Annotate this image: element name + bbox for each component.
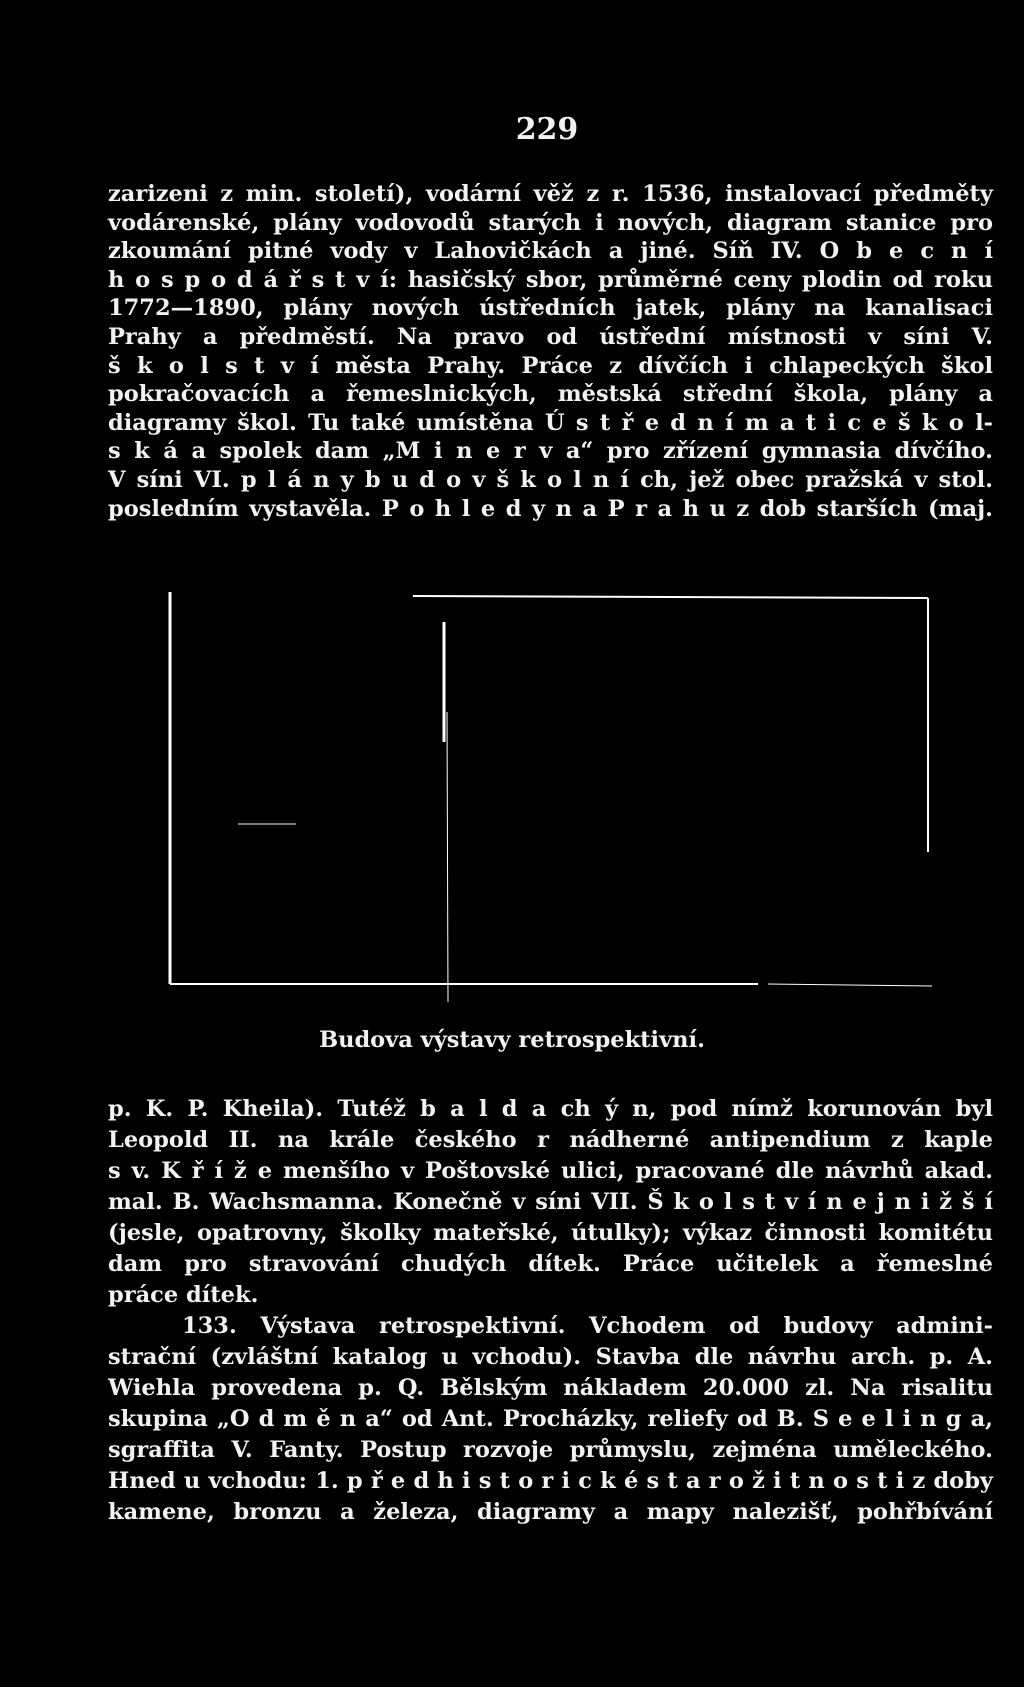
text-line: 1772—1890, plány nových ústředních jatek, plány na kanalisaci: [108, 295, 993, 322]
top-text-block: [108, 180, 993, 523]
building-illustration: [168, 592, 932, 1002]
bottom-text-block: [108, 1094, 993, 1528]
text-line: Prahy a předměstí. Na pravo od ústřední místnosti v síni V.: [108, 323, 993, 350]
text-line: kamene, bronzu a železa, diagramy a mapy nalezišť, pohřbívání: [108, 1499, 993, 1525]
text-line: zkoumání pitné vody v Lahovičkách a jiné. Síň IV. O b e c n í: [108, 238, 993, 265]
text-line: pokračovacích a řemeslnických, městská střední škola, plány a: [108, 381, 993, 408]
figure-caption: Budova výstavy retrospektivní.: [319, 1027, 705, 1053]
text-line: skupina „O d m ě n a“ od Ant. Procházky, reliefy od B. S e e l i n g a,: [108, 1406, 993, 1432]
text-line: zarizeni z min. století), vodární věž z r. 1536, instalovací předměty: [108, 181, 993, 207]
text-line: mal. B. Wachsmanna. Konečně v síni VII. Š k o l s t v í n e j n i ž š í: [108, 1189, 993, 1215]
text-line: p. K. P. Kheila). Tutéž b a l d a ch ý n, pod nímž korunován byl: [108, 1096, 993, 1122]
text-line: s k á a spolek dam „M i n e r v a“ pro zřízení gymnasia dívčího.: [108, 438, 993, 465]
text-line: Wiehla provedena p. Q. Bělským nákladem 20.000 zl. Na risalitu: [108, 1375, 993, 1401]
text-line: posledním vystavěla. P o h l e d y n a P r a h u z dob starších (maj.: [108, 495, 993, 522]
section-heading-line: 133. Výstava retrospektivní. Vchodem od budovy admini-: [182, 1313, 993, 1339]
text-line: strační (zvláštní katalog u vchodu). Stavba dle návrhu arch. p. A.: [108, 1344, 993, 1370]
text-line: Leopold II. na krále českého r nádherné antipendium z kaple: [108, 1127, 993, 1153]
text-line: h o s p o d á ř s t v í: hasičský sbor, průměrné ceny plodin od roku: [108, 266, 993, 293]
text-line: (jesle, opatrovny, školky mateřské, útulky); výkaz činnosti komitétu: [108, 1220, 993, 1246]
text-line: vodárenské, plány vodovodů starých i nových, diagram stanice pro: [108, 209, 993, 236]
text-line: V síni VI. p l á n y b u d o v š k o l n í ch, jež obec pražská v stol.: [108, 466, 993, 493]
text-line: práce dítek.: [108, 1282, 259, 1308]
text-line: Hned u vchodu: 1. p ř e d h i s t o r i c k é s t a r o ž i t n o s t i z doby: [108, 1468, 993, 1494]
text-line: dam pro stravování chudých dítek. Práce učitelek a řemeslné: [108, 1251, 993, 1277]
text-line: š k o l s t v í města Prahy. Práce z dívčích i chlapeckých škol: [108, 352, 993, 379]
text-line: sgraffita V. Fanty. Postup rozvoje průmyslu, zejména uměleckého.: [108, 1437, 993, 1463]
text-line: diagramy škol. Tu také umístěna Ú s t ř e d n í m a t i c e š k o l-: [108, 409, 993, 436]
page-number: 229: [515, 112, 579, 147]
text-line: s v. K ř í ž e menšího v Poštovské ulici, pracované dle návrhů akad.: [108, 1158, 993, 1184]
